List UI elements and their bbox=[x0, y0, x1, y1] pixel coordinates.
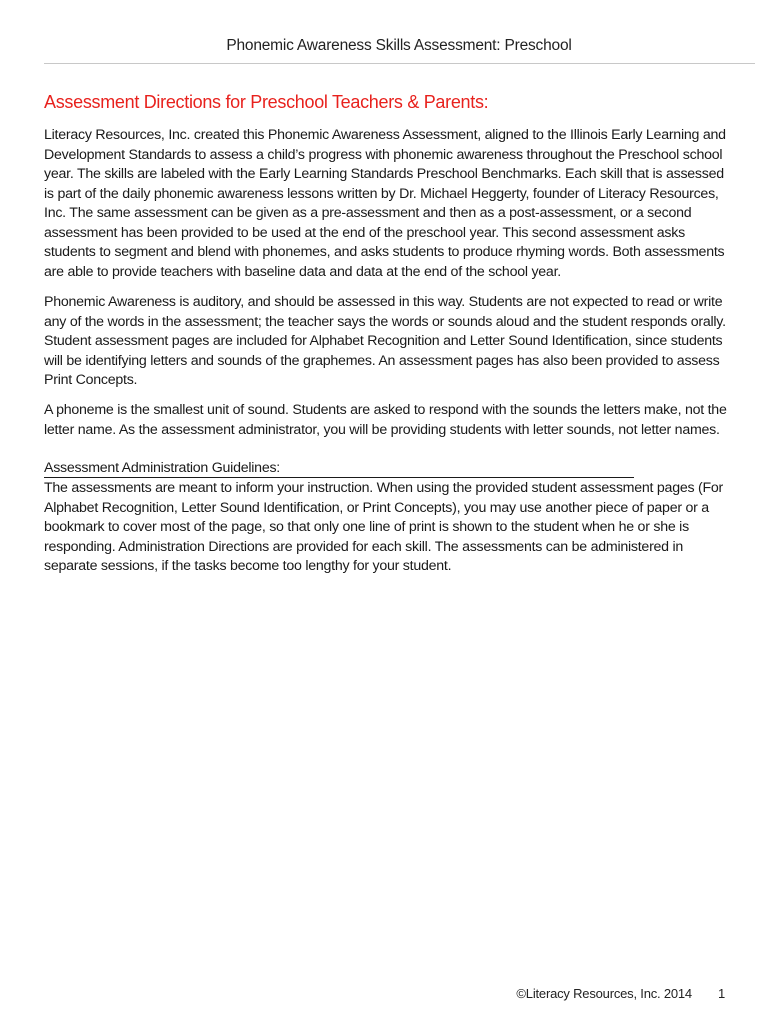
page-header-title: Phonemic Awareness Skills Assessment: Preschool bbox=[226, 37, 572, 54]
paragraph-auditory: Phonemic Awareness is auditory, and should be assessed in this way. Students are not expected to read or write any of the words in the assessment; the teacher says the words or sounds aloud and the student responds orally. Student assessment pages are included for Alphabet Recognition and Letter Sound Identification, since students will be identifying letters and sounds of the graphemes. An assessment pages has also been provided to assess Print Concepts. bbox=[44, 294, 726, 388]
paragraph-phoneme: A phoneme is the smallest unit of sound. Students are asked to respond with the sounds the letters make, not the letter name. As the assessment administrator, you will be providing students with letter sounds, not letter names. bbox=[44, 402, 727, 438]
footer-copyright: ©Literacy Resources, Inc. 2014 bbox=[516, 986, 692, 1001]
header-divider bbox=[44, 63, 755, 64]
section-heading: Assessment Directions for Preschool Teachers & Parents: bbox=[44, 92, 489, 112]
paragraph-intro: Literacy Resources, Inc. created this Phonemic Awareness Assessment, aligned to the Illinois Early Learning and Development Standards to assess a child’s progress with phonemic awareness throughout the Preschool school year. The skills are labeled with the Early Learning Standards Preschool Benchmarks. Each skill that is assessed is part of the daily phonemic awareness lessons written by Dr. Michael Heggerty, founder of Literacy Resources, Inc. The same assessment can be given as a pre-assessment and then as a post-assessment, or a second assessment has been provided to be used at the end of the preschool year. This second assessment asks students to segment and blend with phonemes, and asks students to produce rhyming words. Both assessments are able to provide teachers with baseline data and data at the end of the school year. bbox=[44, 127, 726, 280]
page-footer bbox=[516, 986, 725, 1001]
paragraph-guidelines: The assessments are meant to inform your instruction. When using the provided student assessment pages (For Alphabet Recognition, Letter Sound Identification, or Print Concepts), you may use another piece of paper or a bookmark to cover most of the page, so that only one line of print is shown to the student when he or she is responding. Administration Directions are provided for each skill. The assessments can be administered in separate sessions, if the tasks become too lengthy for your student. bbox=[44, 480, 724, 574]
page-number: 1 bbox=[717, 986, 725, 1001]
guidelines-title: Assessment Administration Guidelines: bbox=[44, 459, 634, 478]
